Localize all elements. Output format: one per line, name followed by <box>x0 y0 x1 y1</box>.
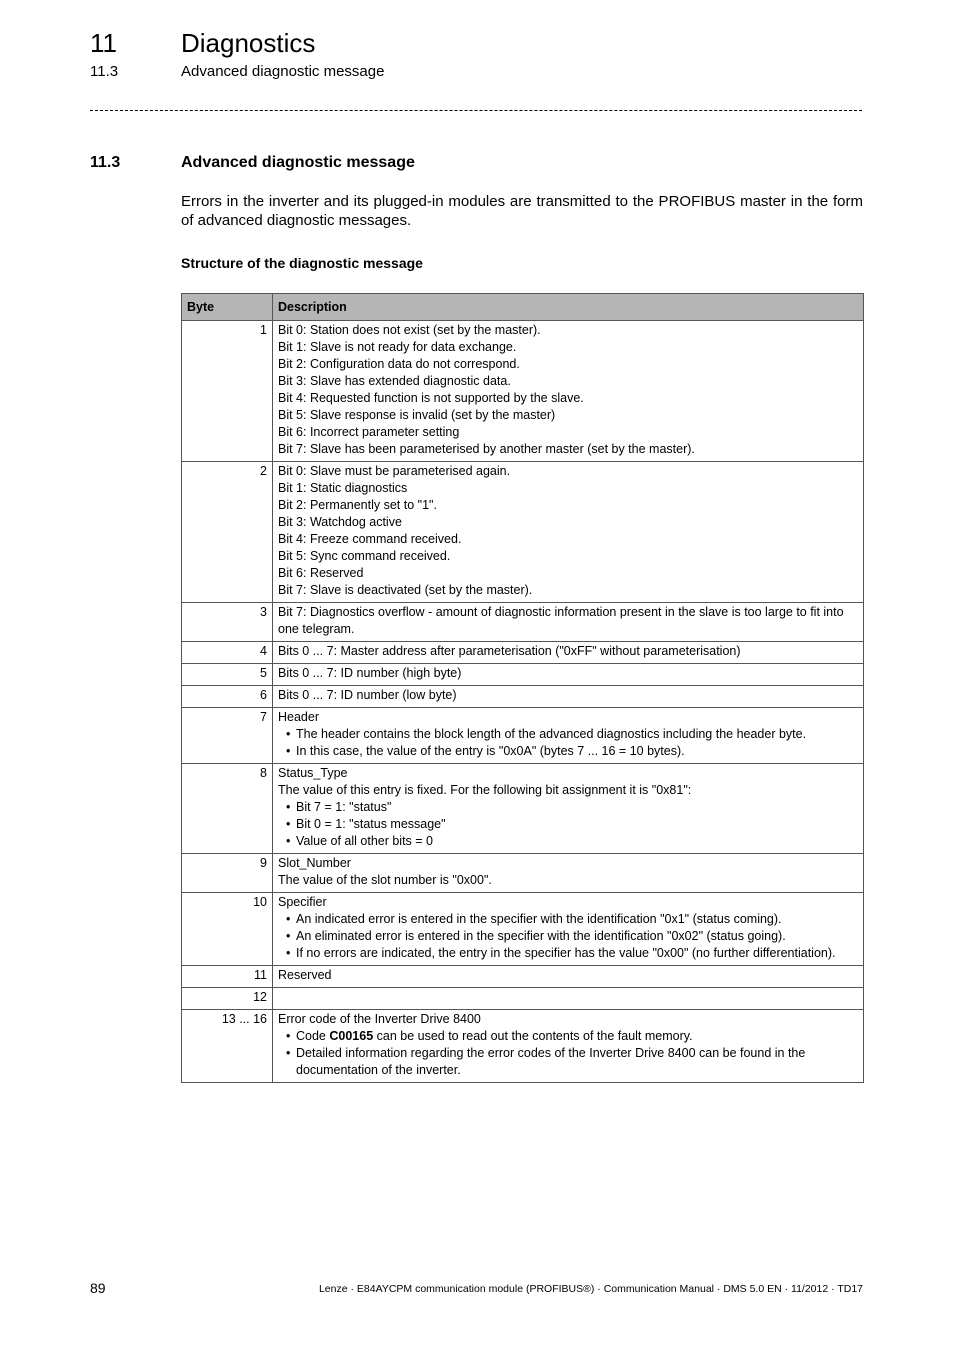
bullet-item: • Bit 0 = 1: "status message" <box>296 816 858 833</box>
description-line: Bit 3: Slave has extended diagnostic data. <box>278 374 511 388</box>
description-cell <box>273 686 864 708</box>
description-line: Bit 5: Slave response is invalid (set by the master) <box>278 408 556 422</box>
description-line: Bits 0 ... 7: Master address after parameterisation ("0xFF" without parameterisation) <box>278 644 741 658</box>
table-row <box>182 854 864 893</box>
table-row <box>182 686 864 708</box>
table-row <box>182 321 864 462</box>
description-line: Bit 7: Slave has been parameterised by another master (set by the master). <box>278 442 695 456</box>
bullet-item: • An eliminated error is entered in the specifier with the identification "0x02" (status going). <box>296 928 858 945</box>
description-line: Reserved <box>278 968 332 982</box>
chapter-title: Diagnostics <box>181 28 316 58</box>
code-reference: C00165 <box>329 1029 374 1043</box>
description-line: The value of this entry is fixed. For the following bit assignment it is "0x81": <box>278 783 692 797</box>
description-line: Error code of the Inverter Drive 8400 <box>278 1012 481 1026</box>
bullet-list <box>278 799 858 850</box>
description-cell <box>273 321 864 462</box>
description-cell <box>273 462 864 603</box>
description-line: Bit 0: Station does not exist (set by the master). <box>278 323 541 337</box>
table-row <box>182 764 864 854</box>
column-header-byte: Byte <box>182 294 273 321</box>
table-row <box>182 603 864 642</box>
description-line: Bit 4: Freeze command received. <box>278 532 462 546</box>
description-line: Specifier <box>278 895 327 909</box>
description-cell <box>273 642 864 664</box>
description-line: Bits 0 ... 7: ID number (high byte) <box>278 666 462 680</box>
description-line: Slot_Number <box>278 856 351 870</box>
description-line: Bit 5: Sync command received. <box>278 549 451 563</box>
description-line: Bit 3: Watchdog active <box>278 515 402 529</box>
table-row <box>182 988 864 1010</box>
bullet-item: • The header contains the block length of the advanced diagnostics including the header byte. <box>296 726 858 743</box>
byte-cell: 10 <box>182 893 273 966</box>
description-cell <box>273 854 864 893</box>
description-line: Bit 6: Incorrect parameter setting <box>278 425 460 439</box>
byte-cell: 1 <box>182 321 273 462</box>
header-divider <box>90 110 862 111</box>
bullet-list <box>278 911 858 962</box>
table-body <box>182 321 864 1083</box>
table-header-row <box>182 294 864 321</box>
description-cell <box>273 603 864 642</box>
bullet-item: • Bit 7 = 1: "status" <box>296 799 858 816</box>
table-row <box>182 1010 864 1083</box>
description-line: Bit 2: Configuration data do not correspond. <box>278 357 520 371</box>
description-line: Bit 1: Static diagnostics <box>278 481 408 495</box>
description-cell <box>273 1010 864 1083</box>
intro-paragraph: Errors in the inverter and its plugged-in modules are transmitted to the PROFIBUS master in the form of advanced diagnostic messages. <box>181 193 863 229</box>
header-section-title: Advanced diagnostic message <box>181 63 385 80</box>
footer-text: Lenze · E84AYCPM communication module (PROFIBUS®) · Communication Manual · DMS 5.0 EN · 11/2012 · TD17 <box>318 1283 863 1295</box>
column-header-description: Description <box>273 294 864 321</box>
description-line: Bit 0: Slave must be parameterised again. <box>278 464 511 478</box>
bullet-item: • In this case, the value of the entry is "0x0A" (bytes 7 ... 16 = 10 bytes). <box>296 743 858 760</box>
description-line: Bits 0 ... 7: ID number (low byte) <box>278 688 457 702</box>
table-row <box>182 966 864 988</box>
description-cell <box>273 708 864 764</box>
byte-cell: 9 <box>182 854 273 893</box>
bullet-item: • Value of all other bits = 0 <box>296 833 858 850</box>
description-line: Header <box>278 710 319 724</box>
description-line: Bit 4: Requested function is not supported by the slave. <box>278 391 584 405</box>
section-title: Advanced diagnostic message <box>181 154 415 171</box>
description-line: Status_Type <box>278 766 348 780</box>
description-cell <box>273 966 864 988</box>
page-number: 89 <box>90 1280 106 1296</box>
header-section-number: 11.3 <box>90 63 119 80</box>
description-line: The value of the slot number is "0x00". <box>278 873 492 887</box>
description-line: Bit 6: Reserved <box>278 566 364 580</box>
byte-cell: 2 <box>182 462 273 603</box>
table-row <box>182 642 864 664</box>
byte-cell: 12 <box>182 988 273 1010</box>
byte-cell: 8 <box>182 764 273 854</box>
table-row <box>182 462 864 603</box>
byte-cell: 6 <box>182 686 273 708</box>
bullet-list <box>278 726 858 760</box>
bullet-item: • An indicated error is entered in the specifier with the identification "0x1" (status coming). <box>296 911 858 928</box>
byte-cell: 4 <box>182 642 273 664</box>
description-line: Bit 7: Slave is deactivated (set by the master). <box>278 583 533 597</box>
bullet-item: • Code C00165 can be used to read out the contents of the fault memory. <box>296 1028 858 1045</box>
table-row <box>182 893 864 966</box>
description-line: Bit 1: Slave is not ready for data exchange. <box>278 340 517 354</box>
diagnostic-structure-table <box>181 293 864 1083</box>
table-heading: Structure of the diagnostic message <box>181 255 423 271</box>
byte-cell: 11 <box>182 966 273 988</box>
table-row <box>182 664 864 686</box>
table-row <box>182 708 864 764</box>
bullet-item: • If no errors are indicated, the entry in the specifier has the value "0x00" (no further differentiation). <box>296 945 858 962</box>
description-cell <box>273 988 864 1010</box>
chapter-number: 11 <box>90 28 117 58</box>
description-cell <box>273 893 864 966</box>
byte-cell: 3 <box>182 603 273 642</box>
description-line: Bit 2: Permanently set to "1". <box>278 498 437 512</box>
description-line: Bit 7: Diagnostics overflow - amount of diagnostic information present in the slave is too large to fit into one telegram. <box>278 605 844 636</box>
description-cell <box>273 764 864 854</box>
description-cell <box>273 664 864 686</box>
byte-cell: 7 <box>182 708 273 764</box>
byte-cell: 13 ... 16 <box>182 1010 273 1083</box>
section-number: 11.3 <box>90 154 121 171</box>
bullet-list <box>278 1028 858 1079</box>
byte-cell: 5 <box>182 664 273 686</box>
bullet-item: • Detailed information regarding the error codes of the Inverter Drive 8400 can be found in the documentation of the inverter. <box>296 1045 858 1079</box>
